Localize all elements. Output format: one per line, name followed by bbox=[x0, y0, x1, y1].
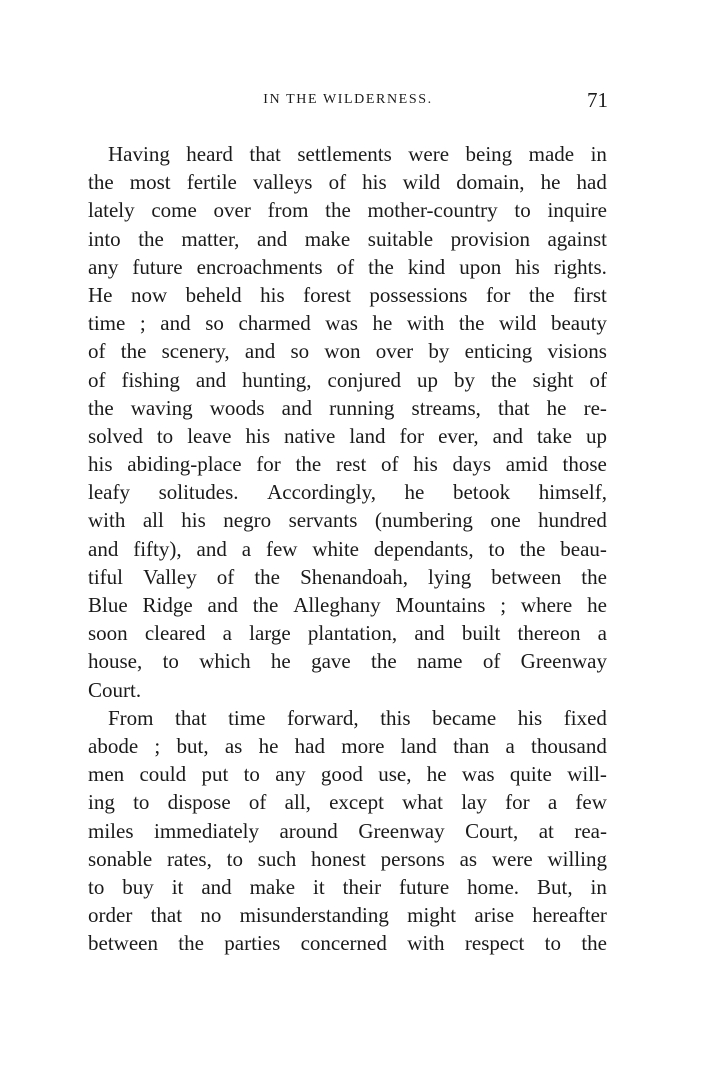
text-line: his abiding-place for the rest of his days amid those bbox=[88, 452, 607, 477]
text-line: and fifty), and a few white dependants, to the beau- bbox=[88, 536, 607, 561]
text-line: He now beheld his forest possessions for the first bbox=[88, 282, 607, 307]
text-line: between the parties concerned with respect to the bbox=[88, 931, 607, 956]
text-line: abode ; but, as he had more land than a thousand bbox=[88, 733, 607, 758]
text-line: soon cleared a large plantation, and built thereon a bbox=[88, 621, 607, 646]
text-line: house, to which he gave the name of Greenway bbox=[88, 649, 607, 674]
text-line: of fishing and hunting, conjured up by the sight of bbox=[88, 367, 607, 392]
text-line: Court. bbox=[88, 677, 142, 702]
page-number: 71 bbox=[587, 88, 608, 112]
text-line: men could put to any good use, he was quite will- bbox=[88, 762, 607, 787]
body-text bbox=[88, 140, 607, 957]
text-line: ing to dispose of all, except what lay for a few bbox=[88, 790, 607, 815]
text-line: Blue Ridge and the Alleghany Mountains ; where he bbox=[88, 593, 607, 617]
text-line: lately come over from the mother-country to inquire bbox=[88, 198, 607, 223]
text-line: of the scenery, and so won over by enticing visions bbox=[88, 339, 607, 364]
text-line: solved to leave his native land for ever, and take up bbox=[88, 423, 607, 448]
page-header bbox=[88, 88, 608, 114]
text-line: any future encroachments of the kind upon his rights. bbox=[88, 254, 607, 279]
running-title: IN THE WILDERNESS. bbox=[263, 92, 433, 107]
text-line: sonable rates, to such honest persons as were willing bbox=[88, 846, 607, 871]
text-line: to buy it and make it their future home. But, in bbox=[88, 874, 607, 899]
text-line: into the matter, and make suitable provision against bbox=[88, 226, 607, 251]
text-line: Having heard that settlements were being made in bbox=[108, 142, 607, 166]
text-line: the waving woods and running streams, that he re- bbox=[88, 395, 607, 420]
text-line: with all his negro servants (numbering one hundred bbox=[88, 508, 607, 533]
text-line: tiful Valley of the Shenandoah, lying between the bbox=[88, 564, 607, 589]
text-line: time ; and so charmed was he with the wild beauty bbox=[88, 311, 607, 336]
text-line: order that no misunderstanding might arise hereafter bbox=[88, 903, 607, 928]
text-line: leafy solitudes. Accordingly, he betook himself, bbox=[88, 480, 607, 505]
text-line: the most fertile valleys of his wild domain, he had bbox=[88, 170, 607, 195]
text-line: miles immediately around Greenway Court, at rea- bbox=[88, 818, 607, 843]
text-line: From that time forward, this became his fixed bbox=[108, 705, 607, 730]
